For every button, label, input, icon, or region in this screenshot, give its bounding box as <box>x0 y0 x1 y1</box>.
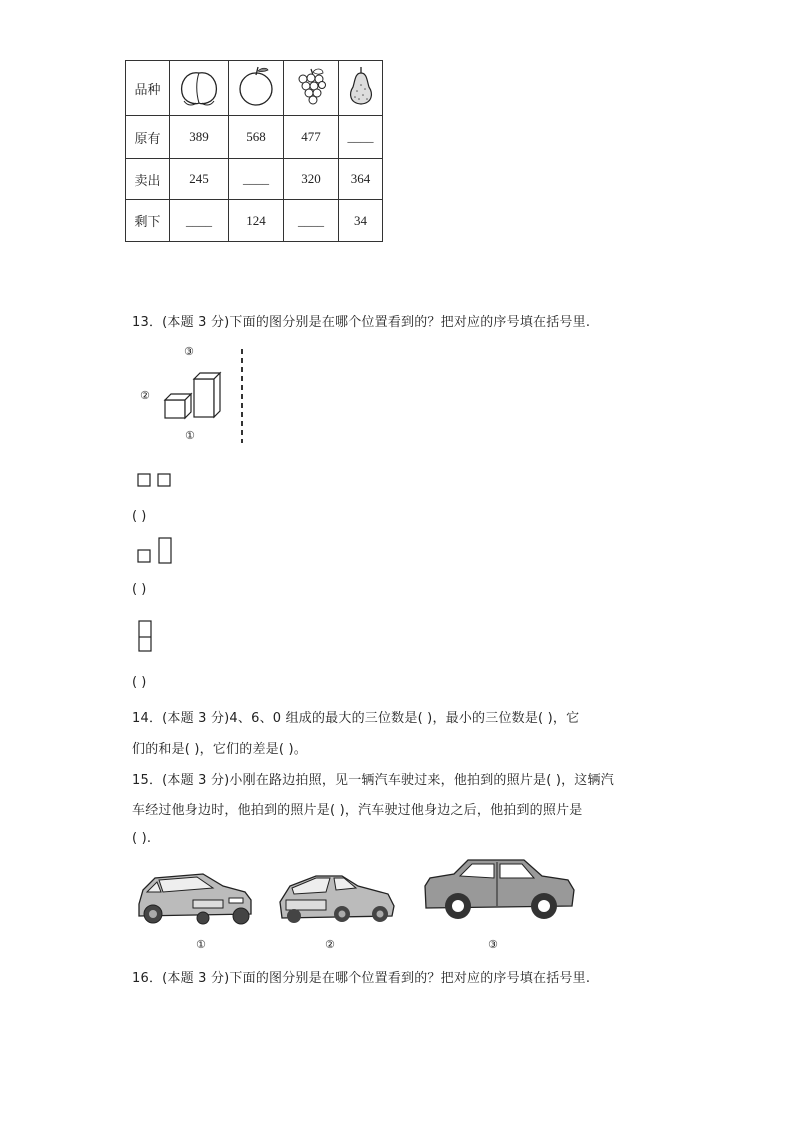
view-square-and-tall <box>137 537 177 567</box>
table-cell: 477 <box>284 116 339 159</box>
pear-cell <box>339 61 383 116</box>
car-front-view-icon <box>133 864 258 929</box>
question-14-line2: 们的和是( )，它们的差是( )。 <box>132 742 307 757</box>
apple-cell <box>229 61 284 116</box>
car-caption-3: ③ <box>488 938 498 951</box>
grape-icon <box>291 63 331 109</box>
table-cell: 389 <box>170 116 229 159</box>
table-cell: 320 <box>284 159 339 200</box>
position-label-bottom: ① <box>185 429 195 442</box>
position-label-top: ③ <box>184 345 194 358</box>
table-header-variety: 品种 <box>126 61 170 116</box>
answer-blank-1[interactable]: ( ) <box>132 509 147 524</box>
question-16-text: 16．(本题 3 分)下面的图分别是在哪个位置看到的？把对应的序号填在括号里. <box>132 971 591 986</box>
row-label-sold: 卖出 <box>126 159 170 200</box>
grape-cell <box>284 61 339 116</box>
fruit-table <box>125 60 383 242</box>
question-13-text: 13．(本题 3 分)下面的图分别是在哪个位置看到的？把对应的序号填在括号里. <box>132 315 591 330</box>
position-label-left: ② <box>140 389 150 402</box>
apple-icon <box>234 63 278 109</box>
question-14-line1: 14．(本题 3 分)4、6、0 组成的最大的三位数是( )，最小的三位数是( )，它 <box>132 711 580 726</box>
peach-icon <box>174 63 224 109</box>
table-cell: 245 <box>170 159 229 200</box>
table-cell: 124 <box>229 200 284 242</box>
table-cell: 364 <box>339 159 383 200</box>
table-cell: 568 <box>229 116 284 159</box>
row-label-remaining: 剩下 <box>126 200 170 242</box>
row-label-original: 原有 <box>126 116 170 159</box>
table-cell: 34 <box>339 200 383 242</box>
peach-cell <box>170 61 229 116</box>
question-15-line1: 15．(本题 3 分)小刚在路边拍照，见一辆汽车驶过来，他拍到的照片是( )，这辆汽 <box>132 773 614 788</box>
answer-blank-3[interactable]: ( ) <box>132 675 147 690</box>
table-cell: ____ <box>339 116 383 159</box>
table-cell: ____ <box>284 200 339 242</box>
table-cell: ____ <box>170 200 229 242</box>
question-15-line3: ( ). <box>132 831 152 846</box>
view-stacked <box>137 620 157 654</box>
blocks-figure <box>160 345 250 445</box>
answer-blank-2[interactable]: ( ) <box>132 582 147 597</box>
car-caption-1: ① <box>196 938 206 951</box>
question-15-line2: 车经过他身边时，他拍到的照片是( )，汽车驶过他身边之后，他拍到的照片是 <box>132 803 583 818</box>
car-side-view-icon <box>420 854 580 924</box>
car-caption-2: ② <box>325 938 335 951</box>
pear-icon <box>343 63 379 109</box>
car-rear-view-icon <box>276 868 401 928</box>
table-cell: ____ <box>229 159 284 200</box>
view-two-squares <box>137 472 177 490</box>
